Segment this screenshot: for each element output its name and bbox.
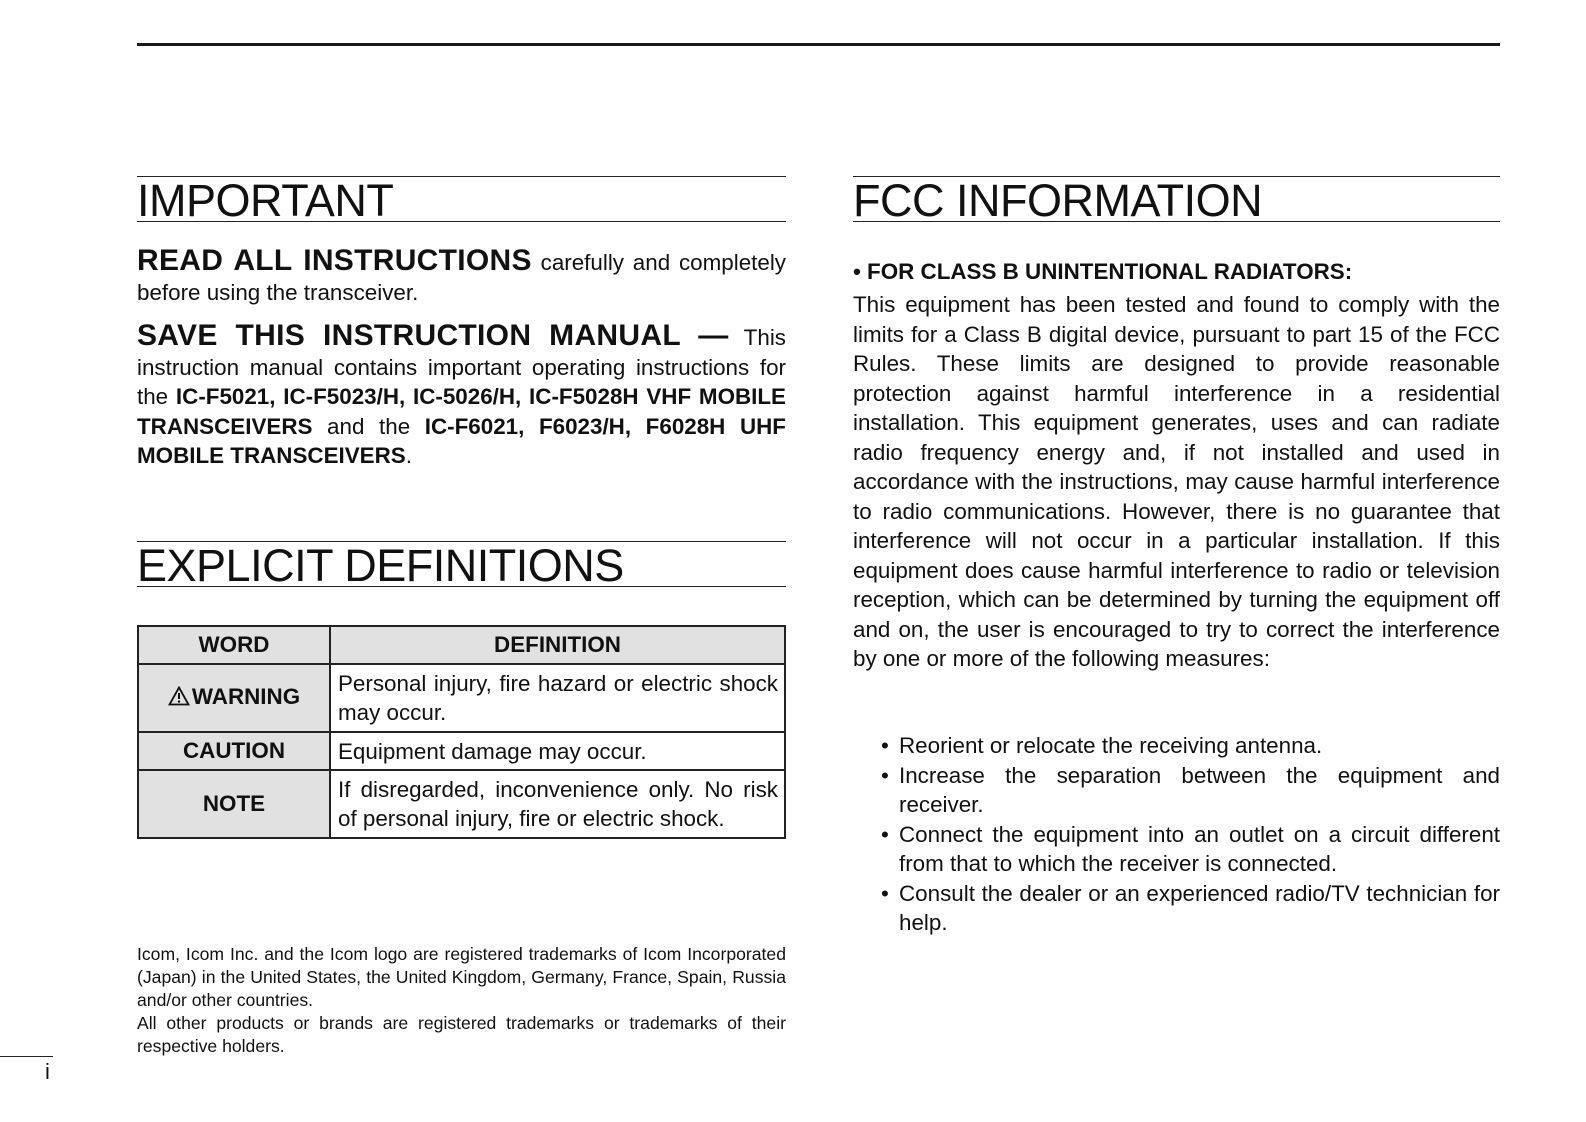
- list-item: [881, 820, 1500, 879]
- bullet-icon: •: [881, 733, 889, 758]
- caution-definition: Equipment damage may occur.: [330, 732, 785, 770]
- fcc-title: FCC INFORMATION: [853, 176, 1500, 222]
- read-instructions-text: carefully and completely before using the transceiver.: [137, 250, 786, 305]
- warning-word: WARNING: [191, 684, 301, 709]
- fcc-body: This equipment has been tested and found to comply with the limits for a Class B digital device, pursuant to part 15 of the FCC Rules. These limits are designed to provide reasonable protection against harmful interference in a residential installation. This equipment generates, uses and can radiate radio frequency energy and, if not installed and used in accordance with the instructions, may cause harmful interference to radio communications. However, there is no guarantee that interference will not occur in a particular installation. If this equipment does cause harmful interference to radio or television reception, which can be determined by turning the equipment off and on, the user is encouraged to try to correct the interference by one or more of the following measures:: [853, 292, 1500, 671]
- warning-word-cell: [138, 664, 330, 732]
- measure-text: Reorient or relocate the receiving antenna.: [899, 733, 1323, 758]
- save-manual-paragraph: [137, 321, 786, 471]
- trademark-line-1: Icom, Icom Inc. and the Icom logo are registered trademarks of Icom Incorporated (Japan) in the United States, the United Kingdom, Germany, France, Spain, Russia and/or other countries.: [137, 944, 786, 1010]
- measure-text: Increase the separation between the equipment and receiver.: [899, 762, 1500, 817]
- table-row: [138, 664, 785, 732]
- save-manual-text-2: and the: [312, 413, 425, 439]
- measure-text: Connect the equipment into an outlet on a circuit different from that to which the receiver is connected.: [899, 821, 1500, 876]
- table-row: [138, 732, 785, 770]
- list-item: [881, 879, 1500, 938]
- definition-column-header: DEFINITION: [330, 626, 785, 664]
- fcc-measures-list: [881, 731, 1500, 938]
- warning-definition: Personal injury, fire hazard or electric shock may occur.: [330, 664, 785, 732]
- note-word: NOTE: [138, 770, 330, 838]
- definitions-table: [137, 625, 786, 839]
- trademark-line-2: All other products or brands are registered trademarks or trademarks of their respective holders.: [137, 1013, 786, 1056]
- definitions-title: EXPLICIT DEFINITIONS: [137, 541, 786, 587]
- uhf-models: IC-F6021, F6023/H, F6028H UHF MOBILE TRANSCEIVERS: [137, 413, 786, 468]
- trademark-footnote: [137, 943, 786, 1058]
- note-definition: If disregarded, inconvenience only. No risk of personal injury, fire or electric shock.: [330, 770, 785, 838]
- save-manual-text-1: This instruction manual contains important operating instructions for the: [137, 325, 786, 409]
- important-title: IMPORTANT: [137, 176, 786, 222]
- list-item: [881, 761, 1500, 820]
- top-rule: [137, 43, 1500, 46]
- bullet-icon: •: [881, 821, 889, 847]
- bullet-icon: •: [881, 880, 889, 906]
- save-manual-text-3: .: [405, 443, 412, 468]
- definitions-header-row: [138, 626, 785, 664]
- read-instructions-lead: READ ALL INSTRUCTIONS: [137, 244, 532, 277]
- bullet-icon: •: [881, 762, 889, 788]
- save-manual-lead: SAVE THIS INSTRUCTION MANUAL —: [137, 319, 729, 352]
- read-instructions-paragraph: [137, 246, 786, 307]
- page-number: i: [45, 1059, 50, 1084]
- measure-text: Consult the dealer or an experienced radio/TV technician for help.: [899, 880, 1500, 935]
- vhf-models: IC-F5021, IC-F5023/H, IC-5026/H, IC-F5028H VHF MOBILE TRANSCEIVERS: [137, 384, 786, 439]
- fcc-class-b-heading: • FOR CLASS B UNINTENTIONAL RADIATORS:: [853, 259, 1353, 284]
- list-item: [881, 731, 1500, 761]
- page-number-rule: [0, 1056, 53, 1057]
- warning-triangle-icon: [168, 686, 190, 712]
- caution-word: CAUTION: [138, 732, 330, 770]
- table-row: [138, 770, 785, 838]
- word-column-header: WORD: [138, 626, 330, 664]
